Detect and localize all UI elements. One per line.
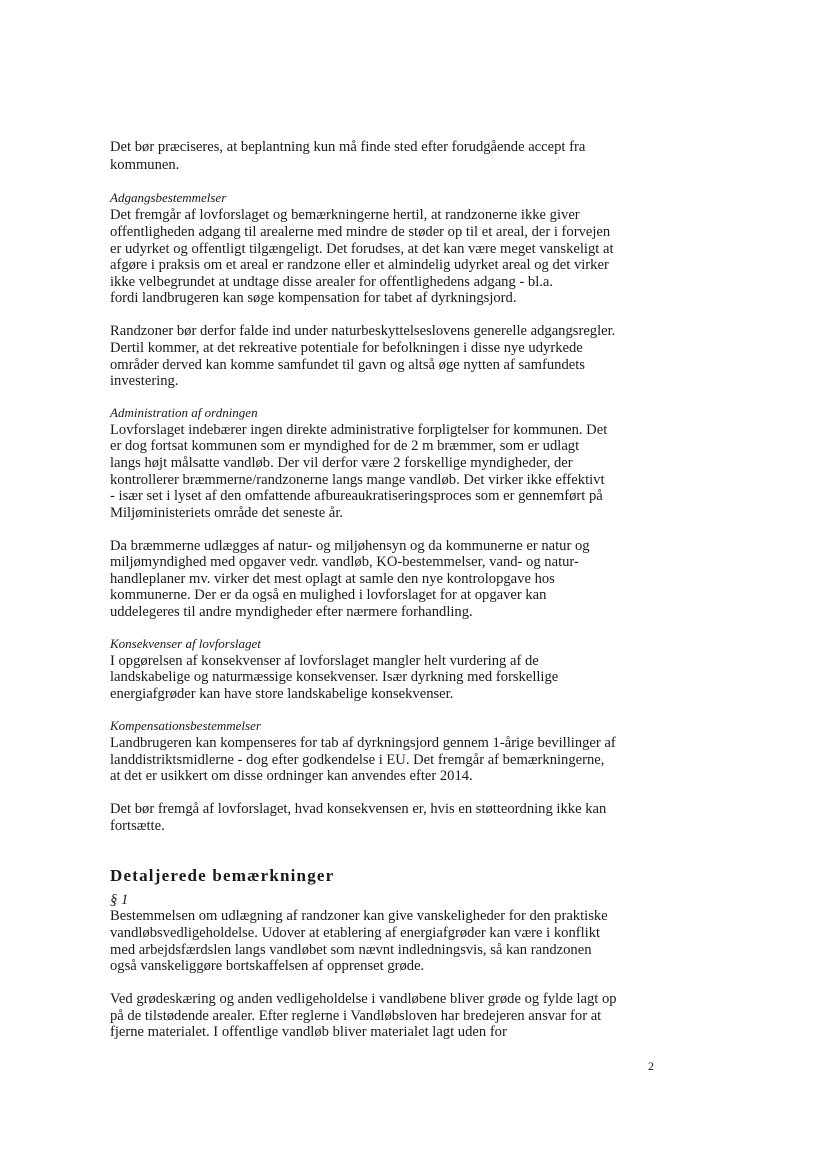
- paragraph-mark: § 1: [110, 892, 129, 908]
- text-line: også vanskeliggøre bortskaffelsen af opprenset grøde.: [110, 958, 425, 974]
- section-heading-konsekvenser: Konsekvenser af lovforslaget: [110, 636, 261, 651]
- text-line: Landbrugeren kan kompenseres for tab af dyrkningsjord gennem 1-årige bevillinger af: [110, 735, 616, 751]
- text-line: ikke velbegrundet at undtage disse arealer for offentlighedens adgang - bl.a.: [110, 274, 554, 290]
- text-line: investering.: [110, 373, 179, 389]
- text-line: områder derved kan komme samfundet til gavn og altså øge nytten af samfundets: [110, 357, 585, 373]
- text-line: er dog fortsat kommunen som er myndighed for de 2 m bræmmer, som er udlagt: [110, 438, 580, 454]
- text-line: kommunerne. Der er da også en mulighed i lovforslaget for at opgaver kan: [110, 587, 547, 603]
- text-line: fortsætte.: [110, 818, 165, 834]
- section-heading-admin: Administration af ordningen: [110, 405, 258, 420]
- text-line: Miljøministeriets område det seneste år.: [110, 505, 344, 521]
- text-line: afgøre i praksis om et areal er randzone eller et almindelig udyrket areal og det virker: [110, 257, 609, 273]
- text-line: Da bræmmerne udlægges af natur- og miljøhensyn og da kommunerne er natur og: [110, 538, 590, 554]
- text-line: Det bør fremgå af lovforslaget, hvad konsekvensen er, hvis en støtteordning ikke kan: [110, 801, 607, 817]
- text-line: fjerne materialet. I offentlige vandløb bliver materialet lagt uden for: [110, 1024, 507, 1040]
- main-heading: Detaljerede bemærkninger: [110, 866, 335, 885]
- section-heading-adgang: Adgangsbestemmelser: [110, 190, 227, 205]
- text-line: I opgørelsen af konsekvenser af lovforslaget mangler helt vurdering af de: [110, 653, 539, 669]
- text-line: fordi landbrugeren kan søge kompensation for tabet af dyrkningsjord.: [110, 290, 517, 306]
- text-line: offentligheden adgang til arealerne med mindre de støder op til et areal, der i forvejen: [110, 224, 611, 240]
- text-line: kontrollerer bræmmerne/randzonerne langs mange vandløb. Det virker ikke effektivt: [110, 472, 605, 488]
- text-line: landskabelige og naturmæssige konsekvenser. Især dyrkning med forskellige: [110, 669, 559, 685]
- text-line: på de tilstødende arealer. Efter reglerne i Vandløbsloven har bredejeren ansvar for at: [110, 1008, 602, 1024]
- text-line: at det er usikkert om disse ordninger kan anvendes efter 2014.: [110, 768, 473, 784]
- text-line: - især set i lyset af den omfattende afbureaukratiseringsproces som er gennemført på: [110, 488, 603, 504]
- text-line: med arbejdsfærdslen langs vandløbet som nævnt indledningsvis, så kan randzonen: [110, 942, 592, 958]
- text-line: vandløbsvedligeholdelse. Udover at etablering af energiafgrøder kan være i konflikt: [110, 925, 601, 941]
- text-line: handleplaner mv. virker det mest oplagt at samle den nye kontrolopgave hos: [110, 571, 555, 587]
- text-line: uddelegeres til andre myndigheder efter nærmere forhandling.: [110, 604, 473, 620]
- text-line: Det bør præciseres, at beplantning kun må finde sted efter forudgående accept fra: [110, 139, 586, 155]
- text-line: Dertil kommer, at det rekreative potentiale for befolkningen i disse nye udyrkede: [110, 340, 583, 356]
- text-line: Randzoner bør derfor falde ind under naturbeskyttelseslovens generelle adgangsregler.: [110, 323, 616, 339]
- text-line: er udyrket og offentligt tilgængeligt. Det forudses, at det kan være meget vanskeligt at: [110, 241, 614, 257]
- text-line: landdistriktsmidlerne - dog efter godkendelse i EU. Det fremgår af bemærkningerne,: [110, 752, 605, 768]
- text-line: miljømyndighed med opgaver vedr. vandløb, KO-bestemmelser, vand- og natur-: [110, 554, 579, 570]
- text-line: Bestemmelsen om udlægning af randzoner kan give vanskeligheder for den praktiske: [110, 908, 608, 924]
- page-number: 2: [648, 1059, 654, 1073]
- text-line: Ved grødeskæring og anden vedligeholdelse i vandløbene bliver grøde og fylde lagt op: [110, 991, 617, 1007]
- text-line: kommunen.: [110, 157, 180, 173]
- section-heading-kompensation: Kompensationsbestemmelser: [110, 718, 261, 733]
- text-line: Lovforslaget indebærer ingen direkte administrative forpligtelser for kommunen. Det: [110, 422, 608, 438]
- text-line: energiafgrøder kan have store landskabelige konsekvenser.: [110, 686, 454, 702]
- text-line: Det fremgår af lovforslaget og bemærkningerne hertil, at randzonerne ikke giver: [110, 207, 580, 223]
- text-line: langs højt målsatte vandløb. Der vil derfor være 2 forskellige myndigheder, der: [110, 455, 573, 471]
